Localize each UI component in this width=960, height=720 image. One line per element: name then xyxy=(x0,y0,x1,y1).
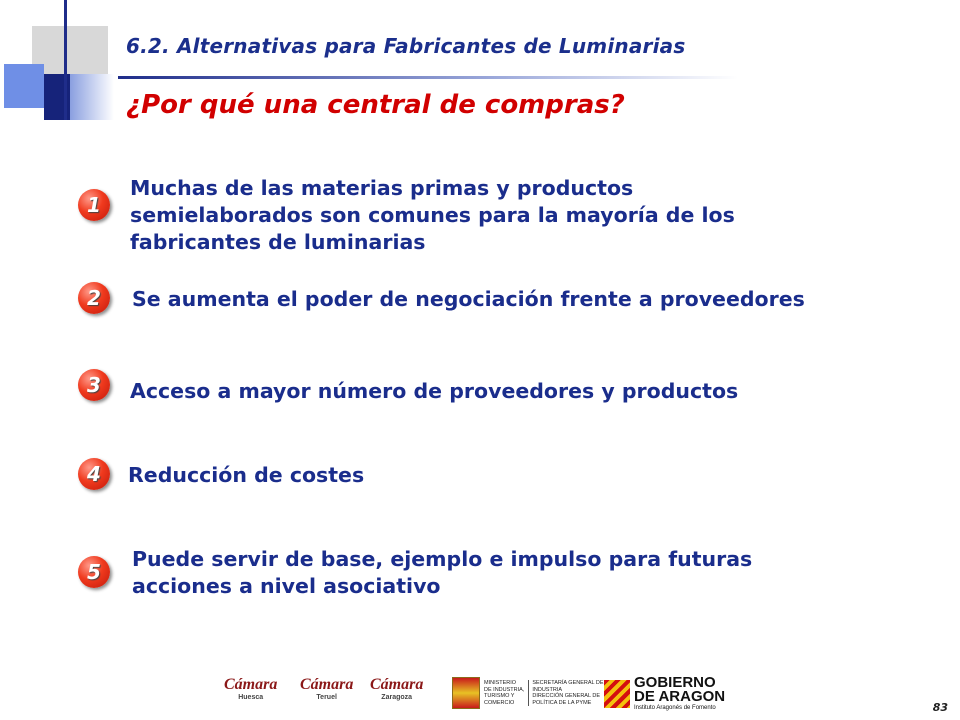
list-item-line: Muchas de las materias primas y productos xyxy=(130,176,634,200)
list-item-text xyxy=(130,378,738,405)
item-number-badge: 2 xyxy=(78,282,110,314)
secretaria-line: INDUSTRIA xyxy=(532,686,562,693)
secretaria-line: DIRECCIÓN GENERAL DE xyxy=(532,693,600,699)
list-item-line: Se aumenta el poder de negociación frente a proveedores xyxy=(132,287,805,311)
gobierno-line: GOBIERNO xyxy=(634,674,716,691)
camara-logo-name: Cámara xyxy=(370,676,424,693)
header-decoration-gradient-block xyxy=(70,74,114,120)
list-item-line: Puede servir de base, ejemplo e impulso para futuras xyxy=(132,547,753,571)
ministerio-logo xyxy=(452,677,604,709)
camara-huesca-logo xyxy=(224,676,277,702)
header-decoration-vertical-line xyxy=(64,0,67,120)
instituto-line: Instituto Aragonés de Fomento xyxy=(634,705,716,711)
secretaria-text xyxy=(528,680,603,706)
ministerio-text xyxy=(484,680,524,706)
ministerio-line: COMERCIO xyxy=(484,699,515,706)
page-title: ¿Por qué una central de compras? xyxy=(126,90,625,120)
coat-of-arms-icon xyxy=(452,677,480,709)
list-item-line: Acceso a mayor número de proveedores y productos xyxy=(130,379,739,403)
ministerio-line: DE INDUSTRIA, xyxy=(484,686,525,693)
secretaria-line: POLÍTICA DE LA PYME xyxy=(532,699,592,706)
camara-teruel-logo xyxy=(300,676,353,702)
section-heading: 6.2. Alternativas para Fabricantes de Luminarias xyxy=(126,34,686,58)
list-item-text xyxy=(128,462,364,489)
list-item-text xyxy=(132,286,805,313)
gobierno-aragon-logo xyxy=(604,676,725,712)
list-item-text xyxy=(132,546,752,600)
item-number-badge: 5 xyxy=(78,556,110,588)
item-number-badge: 1 xyxy=(78,189,110,221)
secretaria-line: SECRETARÍA GENERAL DE xyxy=(532,680,604,686)
header-decoration-blue-block xyxy=(4,64,44,108)
list-item-line: acciones a nivel asociativo xyxy=(132,574,441,598)
list-item-line: Reducción de costes xyxy=(128,463,365,487)
list-item-line: fabricantes de luminarias xyxy=(130,230,426,254)
ministerio-line: TURISMO Y xyxy=(484,693,515,699)
camara-logo-city: Teruel xyxy=(316,694,337,701)
list-item-line: semielaborados son comunes para la mayoría de los xyxy=(130,203,735,227)
camara-logo-city: Huesca xyxy=(238,694,264,701)
item-number-badge: 3 xyxy=(78,369,110,401)
camara-zaragoza-logo xyxy=(370,676,423,702)
aragon-flag-icon xyxy=(604,680,630,708)
list-item-text xyxy=(130,175,735,256)
camara-logo-name: Cámara xyxy=(224,676,278,693)
gobierno-line: DE ARAGON xyxy=(634,688,726,705)
ministerio-line: MINISTERIO xyxy=(484,680,517,686)
item-number-badge: 4 xyxy=(78,458,110,490)
gobierno-aragon-text xyxy=(634,676,725,712)
header-divider-line xyxy=(118,76,738,79)
page-number: 83 xyxy=(932,701,948,714)
camara-logo-city: Zaragoza xyxy=(381,694,413,701)
camara-logo-name: Cámara xyxy=(300,676,354,693)
